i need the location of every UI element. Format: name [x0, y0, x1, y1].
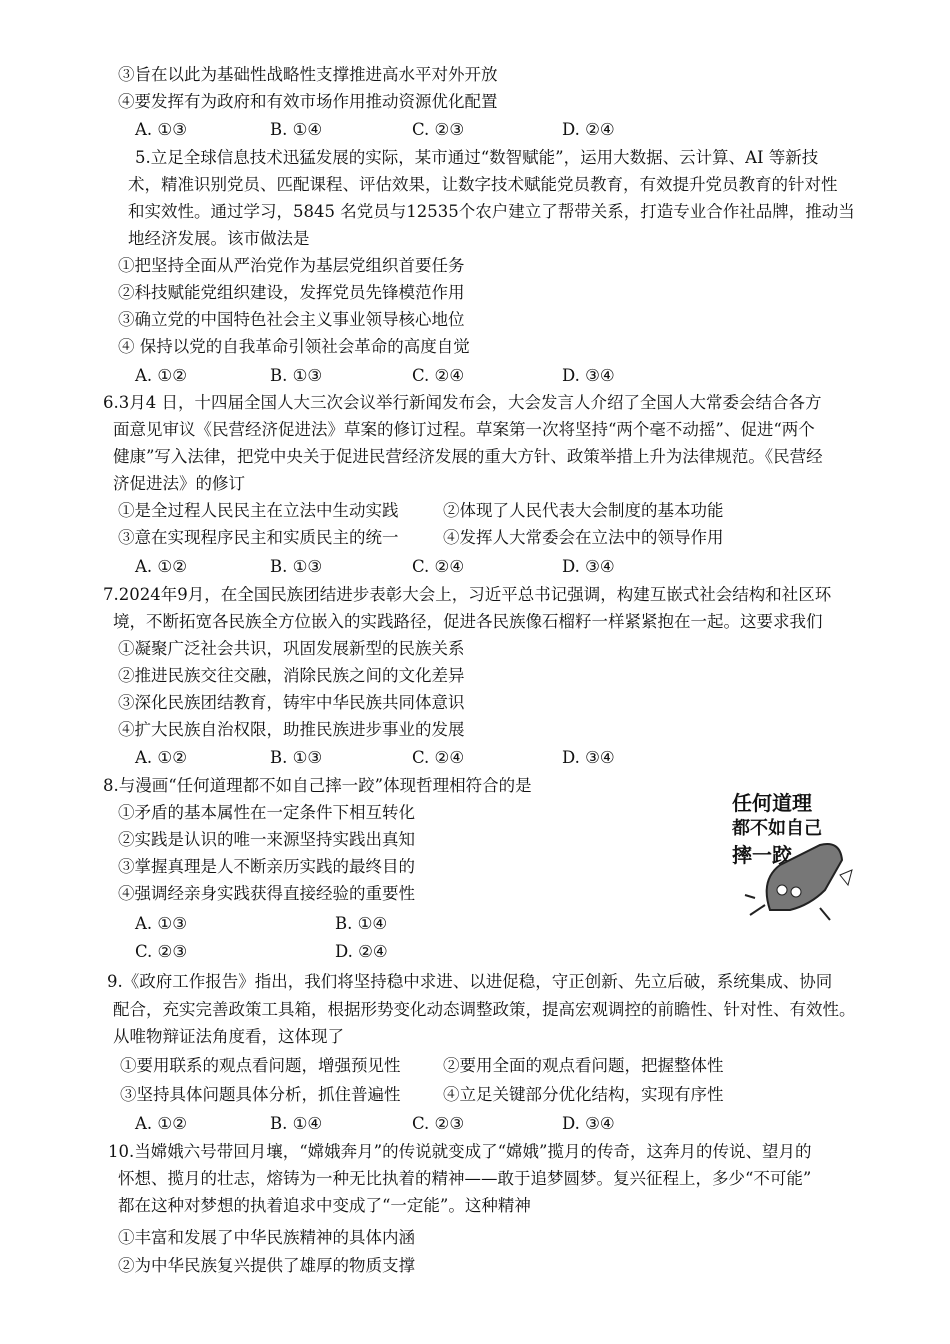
q6-option-c: C. ②④: [412, 557, 465, 576]
q9-item-2: ②要用全面的观点看问题，把握整体性: [443, 1056, 724, 1075]
q6-stem: 健康”写入法律，把党中央关于促进民营经济发展的重大方针、政策举措上升为法律规范。《民营经: [113, 447, 823, 466]
q6-stem: 面意见审议《民营经济促进法》草案的修订过程。草案第一次将坚持“两个毫不动摇”、促进“两个: [113, 420, 815, 439]
q7-option-d: D. ③④: [562, 748, 615, 767]
q9-option-c: C. ②③: [412, 1114, 465, 1133]
cartoon-caption-line: 任何道理: [732, 791, 812, 815]
q7-option-c: C. ②④: [412, 748, 465, 767]
q9-item-3: ③坚持具体问题具体分析，抓住普遍性: [120, 1085, 401, 1104]
q6-item-2: ②体现了人民代表大会制度的基本功能: [443, 501, 724, 520]
q9-item-4: ④立足关键部分优化结构，实现有序性: [443, 1085, 724, 1104]
q8-option-d: D. ②④: [335, 942, 388, 961]
q5-item-3: ③确立党的中国特色社会主义事业领导核心地位: [118, 310, 465, 329]
q7-option-b: B. ①③: [270, 748, 323, 767]
q6-stem: 6.3月4 日，十四届全国人大三次会议举行新闻发布会，大会发言人介绍了全国人大常委会结合各方: [103, 393, 822, 412]
q7-item-4: ④扩大民族自治权限，助推民族进步事业的发展: [118, 720, 465, 739]
q4-item-3: ③旨在以此为基础性战略性支撑推进高水平对外开放: [118, 65, 498, 84]
q5-stem: 术，精准识别党员、匹配课程、评估效果，让数字技术赋能党员教育，有效提升党员教育的针对性: [128, 175, 838, 194]
q5-stem: 5.立足全球信息技术迅猛发展的实际，某市通过“数智赋能”，运用大数据、云计算、AI 等新技: [135, 148, 819, 167]
q8-item-4: ④强调经亲身实践获得直接经验的重要性: [118, 884, 415, 903]
q8-option-b: B. ①④: [335, 914, 388, 933]
q8-stem: 8.与漫画“任何道理都不如自己摔一跤”体现哲理相符合的是: [103, 776, 532, 795]
q10-stem: 怀想、揽月的壮志，熔铸为一种无比执着的精神——敢于追梦圆梦。复兴征程上，多少“不可能”: [118, 1169, 812, 1188]
q9-item-1: ①要用联系的观点看问题，增强预见性: [120, 1056, 401, 1075]
fallen-animal-drawing: [730, 780, 855, 925]
q10-item-2: ②为中华民族复兴提供了雄厚的物质支撑: [118, 1256, 415, 1275]
q9-option-d: D. ③④: [562, 1114, 615, 1133]
q5-item-1: ①把坚持全面从严治党作为基层党组织首要任务: [118, 256, 465, 275]
q10-item-1: ①丰富和发展了中华民族精神的具体内涵: [118, 1228, 415, 1247]
q8-option-a: A. ①③: [135, 914, 187, 933]
q6-option-a: A. ①②: [135, 557, 187, 576]
q5-option-a: A. ①②: [135, 366, 187, 385]
q8-item-1: ①矛盾的基本属性在一定条件下相互转化: [118, 803, 415, 822]
q10-stem: 10.当嫦娥六号带回月壤，“嫦娥奔月”的传说就变成了“嫦娥”揽月的传奇，这奔月的传说、望月的: [108, 1142, 812, 1161]
q7-item-3: ③深化民族团结教育，铸牢中华民族共同体意识: [118, 693, 465, 712]
q5-stem: 地经济发展。该市做法是: [128, 229, 310, 248]
q4-option-c: C. ②③: [412, 120, 465, 139]
q6-option-b: B. ①③: [270, 557, 323, 576]
q9-stem: 从唯物辩证法角度看，这体现了: [113, 1027, 344, 1046]
q6-stem: 济促进法》的修订: [113, 474, 245, 493]
q8-option-c: C. ②③: [135, 942, 188, 961]
q9-option-a: A. ①②: [135, 1114, 187, 1133]
q9-stem: 配合，充实完善政策工具箱，根据形势变化动态调整政策，提高宏观调控的前瞻性、针对性、有效性。: [113, 1000, 856, 1019]
q5-item-4: ④ 保持以党的自我革命引领社会革命的高度自觉: [118, 337, 470, 356]
cartoon-image: [730, 780, 855, 925]
q8-item-3: ③掌握真理是人不断亲历实践的最终目的: [118, 857, 415, 876]
q7-item-1: ①凝聚广泛社会共识，巩固发展新型的民族关系: [118, 639, 465, 658]
q7-item-2: ②推进民族交往交融，消除民族之间的文化差异: [118, 666, 465, 685]
q6-item-4: ④发挥人大常委会在立法中的领导作用: [443, 528, 724, 547]
q9-stem: 9.《政府工作报告》指出，我们将坚持稳中求进、以进促稳，守正创新、先立后破，系统集成、协同: [107, 972, 833, 991]
q5-option-c: C. ②④: [412, 366, 465, 385]
cartoon-caption-line: 都不如自己: [732, 818, 822, 839]
q5-option-d: D. ③④: [562, 366, 615, 385]
q4-option-b: B. ①④: [270, 120, 323, 139]
q9-option-b: B. ①④: [270, 1114, 323, 1133]
q4-item-4: ④要发挥有为政府和有效市场作用推动资源优化配置: [118, 92, 498, 111]
q6-item-3: ③意在实现程序民主和实质民主的统一: [118, 528, 399, 547]
q6-item-1: ①是全过程人民民主在立法中生动实践: [118, 501, 399, 520]
cartoon-caption-line: 摔一跤: [732, 843, 792, 867]
q7-option-a: A. ①②: [135, 748, 187, 767]
q5-item-2: ②科技赋能党组织建设，发挥党员先锋模范作用: [118, 283, 465, 302]
q7-stem: 7.2024年9月，在全国民族团结进步表彰大会上，习近平总书记强调，构建互嵌式社会结构和社区环: [103, 585, 832, 604]
q6-option-d: D. ③④: [562, 557, 615, 576]
q4-option-a: A. ①③: [135, 120, 187, 139]
q5-option-b: B. ①③: [270, 366, 323, 385]
q4-option-d: D. ②④: [562, 120, 615, 139]
q10-stem: 都在这种对梦想的执着追求中变成了“一定能”。这种精神: [118, 1196, 531, 1215]
q8-item-2: ②实践是认识的唯一来源坚持实践出真知: [118, 830, 415, 849]
q7-stem: 境，不断拓宽各民族全方位嵌入的实践路径，促进各民族像石榴籽一样紧紧抱在一起。这要求我们: [113, 612, 823, 631]
q5-stem: 和实效性。通过学习，5845 名党员与12535个农户建立了帮带关系，打造专业合作社品牌，推动当: [128, 202, 855, 221]
